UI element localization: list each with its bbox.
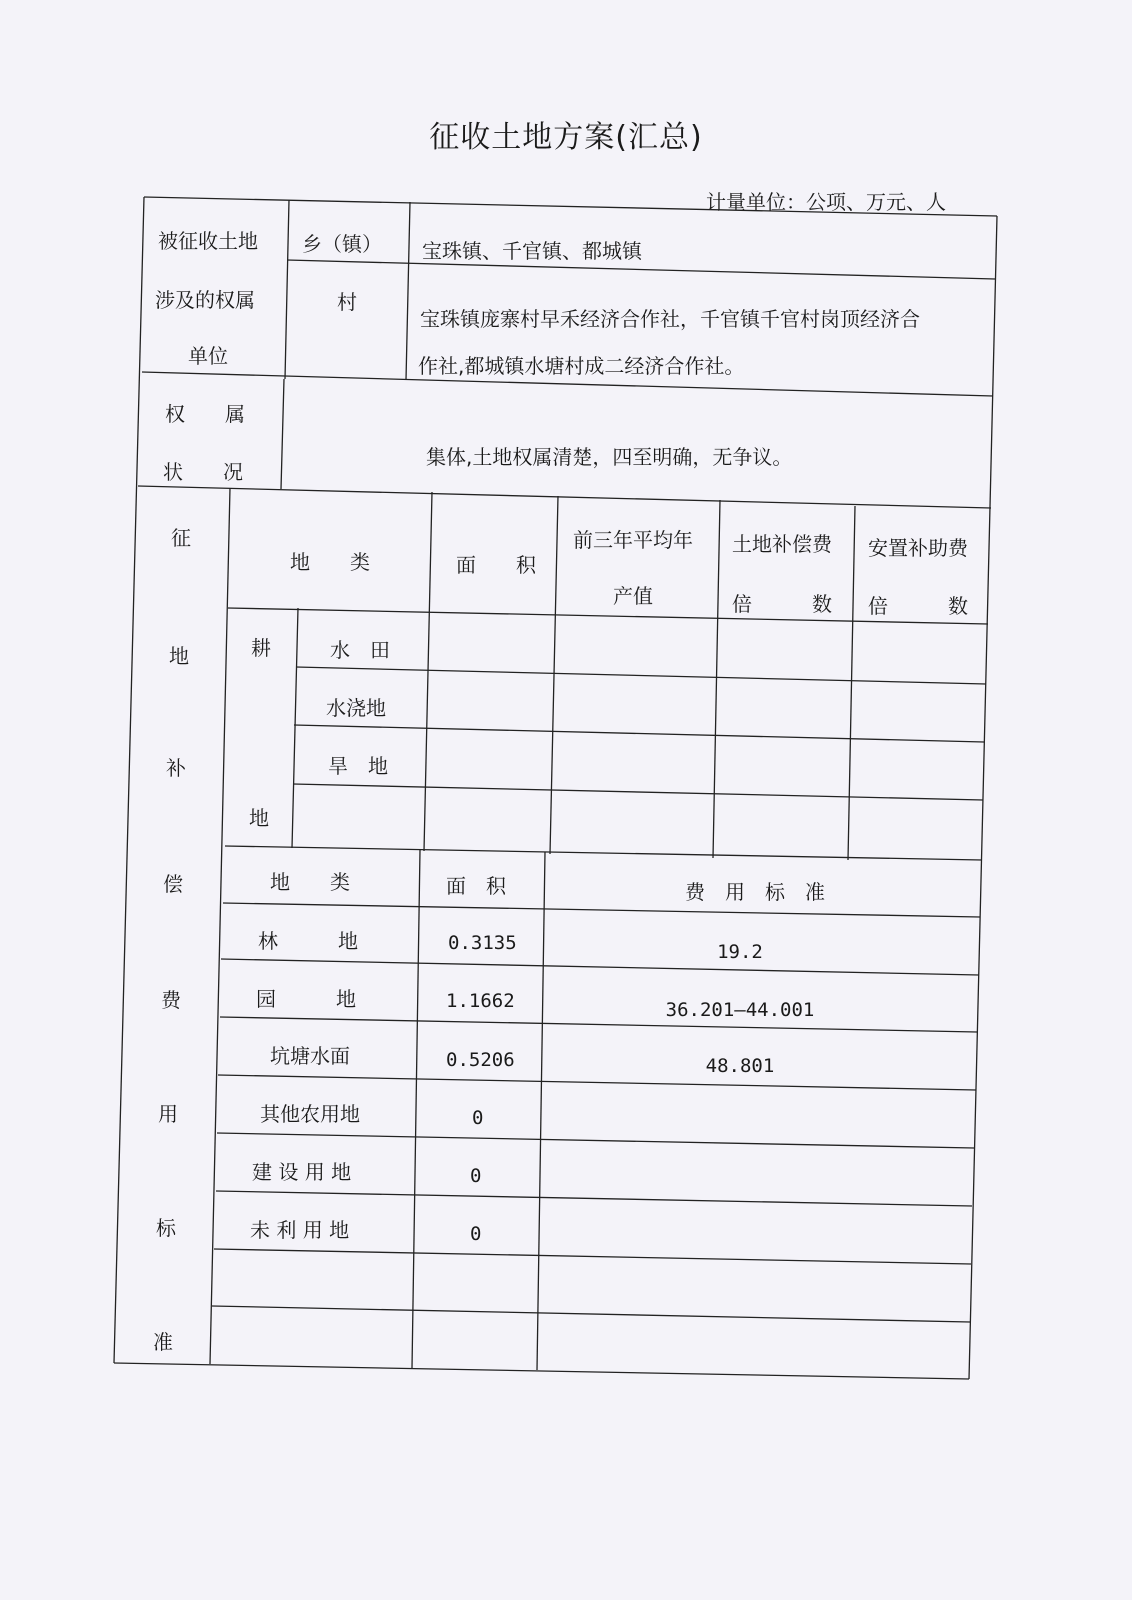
- row-area: 0: [470, 1223, 482, 1245]
- row-standard: 36.201—44.001: [665, 999, 815, 1021]
- grid-line: [214, 1249, 971, 1264]
- grid-line: [223, 903, 980, 917]
- grid-line: [210, 488, 230, 1364]
- lower-header-land-type: 地 类: [270, 870, 350, 894]
- grid-line: [294, 725, 984, 742]
- lower-header-area: 面 积: [446, 874, 506, 898]
- grid-line: [550, 496, 558, 854]
- cultivated-row-paddy: 水 田: [330, 638, 390, 662]
- grid-line: [218, 1075, 976, 1090]
- side-label-char: 补: [166, 756, 186, 780]
- grid-line: [225, 846, 982, 860]
- grid-line: [212, 1306, 970, 1322]
- table-border-top: [144, 197, 997, 216]
- table-border-right: [969, 216, 997, 1379]
- grid-line: [537, 852, 545, 1370]
- ownership-status-label-line2: 状 况: [163, 460, 243, 484]
- grid-line: [424, 492, 432, 851]
- side-label-char: 偿: [163, 872, 183, 896]
- grid-line: [138, 486, 991, 508]
- village-label: 村: [337, 290, 357, 314]
- town-value: 宝珠镇、千官镇、都城镇: [422, 239, 642, 263]
- side-label-char: 用: [158, 1102, 178, 1126]
- cultivated-label-bottom: 地: [249, 806, 269, 830]
- lower-header-standard: 费 用 标 准: [685, 880, 825, 904]
- header-resettle-line2: 倍 数: [868, 594, 968, 618]
- table-border-left: [114, 197, 144, 1363]
- grid-line: [296, 667, 986, 684]
- cultivated-row-irrigated: 水浇地: [326, 696, 386, 720]
- grid-line: [848, 506, 855, 860]
- grid-line: [406, 202, 410, 380]
- village-value-line1: 宝珠镇庞寨村早禾经济合作社，千官镇千官村岗顶经济合: [420, 307, 920, 331]
- grid-line: [285, 200, 289, 379]
- grid-line: [292, 608, 298, 848]
- row-type: 林 地: [258, 929, 358, 953]
- header-area: 面 积: [456, 553, 536, 577]
- document-title: 征收土地方案(汇总): [429, 120, 703, 155]
- header-land-comp-line2: 倍 数: [732, 592, 832, 616]
- grid-line: [293, 784, 983, 800]
- grid-line: [216, 1191, 972, 1206]
- side-label-char: 地: [169, 644, 189, 668]
- row-area: 0.5206: [446, 1049, 515, 1071]
- row-type: 未 利 用 地: [250, 1218, 350, 1242]
- side-label-char: 准: [153, 1330, 173, 1354]
- cultivated-row-dryland: 旱 地: [328, 754, 388, 778]
- row-standard: 19.2: [717, 941, 763, 963]
- row-area: 0: [472, 1107, 484, 1129]
- header-land-comp-line1: 土地补偿费: [732, 532, 832, 556]
- side-label-char: 标: [156, 1216, 176, 1240]
- header-avg-output-line1: 前三年平均年: [573, 528, 693, 552]
- row-area: 1.1662: [446, 990, 515, 1012]
- village-value-line2: 作社,都城镇水塘村成二经济合作社。: [418, 354, 745, 378]
- town-label: 乡（镇）: [302, 232, 382, 256]
- measurement-unit: 计量单位：公项、万元、人: [706, 190, 946, 214]
- grid-line: [220, 1017, 977, 1032]
- side-label-char: 征: [171, 526, 191, 550]
- grid-line: [412, 850, 420, 1368]
- ownership-status-label-line1: 权 属: [165, 402, 245, 426]
- cultivated-label-top: 耕: [251, 636, 271, 660]
- ownership-unit-header-line1: 被征收土地: [158, 229, 258, 253]
- row-type: 园 地: [256, 987, 356, 1011]
- side-label-char: 费: [161, 988, 181, 1012]
- table-border-bottom: [114, 1363, 969, 1379]
- grid-line: [713, 500, 720, 858]
- row-area: 0: [470, 1165, 482, 1187]
- row-type: 建 设 用 地: [252, 1160, 352, 1184]
- header-avg-output-line2: 产值: [613, 584, 653, 608]
- row-type: 坑塘水面: [270, 1044, 350, 1068]
- row-type: 其他农用地: [260, 1102, 360, 1126]
- row-area: 0.3135: [448, 932, 517, 954]
- ownership-status-value: 集体,土地权属清楚，四至明确，无争议。: [426, 445, 793, 469]
- row-standard: 48.801: [705, 1055, 775, 1077]
- ownership-unit-header-line3: 单位: [188, 344, 228, 368]
- header-land-type: 地 类: [290, 550, 370, 574]
- grid-line: [221, 959, 979, 975]
- grid-line: [217, 1133, 974, 1148]
- ownership-unit-header-line2: 涉及的权属: [155, 288, 255, 312]
- header-resettle-line1: 安置补助费: [868, 536, 968, 560]
- grid-line: [281, 379, 284, 489]
